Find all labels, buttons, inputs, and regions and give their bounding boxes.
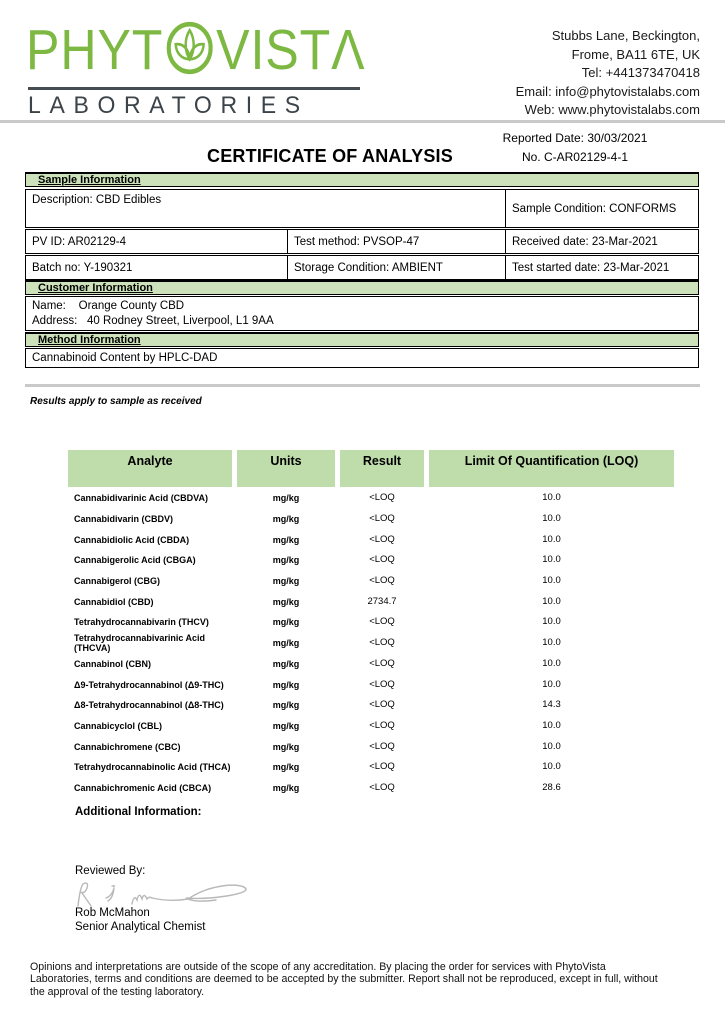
pv-id-cell: PV ID: AR02129-4 — [25, 229, 288, 254]
cell-result: <LOQ — [369, 657, 395, 669]
cell-units: mg/kg — [272, 741, 300, 752]
table-row — [68, 757, 674, 778]
cell-units: mg/kg — [272, 514, 300, 525]
results-note: Results apply to sample as received — [30, 396, 202, 407]
cell-loq: 10.0 — [542, 678, 561, 690]
table-row — [68, 633, 674, 654]
cell-loq: 10.0 — [542, 657, 561, 669]
phytovista-logo — [26, 20, 366, 80]
header-divider — [0, 120, 725, 123]
method-information-bar — [25, 332, 699, 347]
cell-analyte: Tetrahydrocannabivarin (THCV) — [74, 617, 209, 628]
cell-analyte: Cannabidivarinic Acid (CBDVA) — [74, 493, 209, 504]
method-information-heading: Method Information — [38, 334, 141, 346]
col-header-units: Units — [237, 450, 335, 487]
contact-email: Email: info@phytovistalabs.com — [515, 83, 700, 99]
cell-units: mg/kg — [272, 555, 300, 566]
cell-analyte: Δ9-Tetrahydrocannabinol (Δ9-THC) — [74, 679, 224, 690]
page-title: CERTIFICATE OF ANALYSIS — [207, 146, 453, 166]
cell-loq: 10.0 — [542, 616, 561, 628]
cell-analyte: Cannabigerolic Acid (CBGA) — [74, 555, 196, 566]
cell-units: mg/kg — [272, 679, 300, 690]
col-header-analyte: Analyte — [68, 450, 232, 487]
cell-units: mg/kg — [272, 782, 300, 793]
reviewer-name: Rob McMahon — [75, 907, 150, 919]
cell-units: mg/kg — [272, 658, 300, 669]
cell-loq: 10.0 — [542, 513, 561, 525]
test-started-cell: Test started date: 23-Mar-2021 — [505, 255, 699, 280]
cell-units: mg/kg — [272, 596, 300, 607]
leaf-icon — [165, 20, 214, 81]
logo-subtitle: LABORATORIES — [28, 92, 309, 119]
cell-result: <LOQ — [369, 492, 395, 504]
cell-result: <LOQ — [369, 533, 395, 545]
cell-result: <LOQ — [369, 781, 395, 793]
table-row — [68, 571, 674, 592]
table-row — [68, 778, 674, 799]
cell-loq: 10.0 — [542, 719, 561, 731]
logo-text-left: PHYT — [26, 18, 164, 82]
additional-information-label: Additional Information: — [75, 806, 202, 818]
cell-units: mg/kg — [272, 617, 300, 628]
cell-result: <LOQ — [369, 740, 395, 752]
cell-analyte: Cannabicyclol (CBL) — [74, 720, 163, 731]
cell-analyte: Cannabidiolic Acid (CBDA) — [74, 534, 190, 545]
contact-web: Web: www.phytovistalabs.com — [524, 102, 700, 117]
cell-loq: 10.0 — [542, 740, 561, 752]
cell-loq: 10.0 — [542, 575, 561, 587]
table-row — [68, 736, 674, 757]
logo-text-right: VISTΛ — [216, 18, 366, 82]
cell-units: mg/kg — [272, 534, 300, 545]
reviewed-by-label: Reviewed By: — [75, 865, 146, 877]
cell-units: mg/kg — [272, 720, 300, 731]
sample-condition-cell: Sample Condition: CONFORMS — [505, 189, 699, 228]
customer-name: Name: Orange County CBD — [32, 300, 185, 312]
section-divider — [25, 384, 700, 387]
cell-result: <LOQ — [369, 699, 395, 711]
contact-address-line2: Frome, BA11 6TE, UK — [571, 46, 700, 62]
cell-analyte: Cannabichromenic Acid (CBCA) — [74, 782, 212, 793]
cell-result: <LOQ — [369, 513, 395, 525]
test-method-cell: Test method: PVSOP-47 — [287, 229, 506, 254]
table-row — [68, 674, 674, 695]
cell-units: mg/kg — [272, 638, 300, 649]
logo-divider — [28, 87, 360, 90]
method-cell: Cannabinoid Content by HPLC-DAD — [25, 348, 699, 368]
cell-result: <LOQ — [369, 761, 395, 773]
customer-address: Address: 40 Rodney Street, Liverpool, L1 9AA — [32, 315, 274, 327]
reported-date: Reported Date: 30/03/2021 — [502, 131, 648, 145]
storage-condition-cell: Storage Condition: AMBIENT — [287, 255, 506, 280]
col-header-result: Result — [340, 450, 424, 487]
table-row — [68, 550, 674, 571]
table-row — [68, 591, 674, 612]
customer-details-cell — [25, 296, 699, 331]
cell-loq: 10.0 — [542, 761, 561, 773]
cell-loq: 28.6 — [542, 781, 561, 793]
customer-information-bar — [25, 280, 699, 295]
cell-units: mg/kg — [272, 762, 300, 773]
cell-loq: 10.0 — [542, 492, 561, 504]
cell-result: <LOQ — [369, 616, 395, 628]
cell-analyte: Tetrahydrocannabinolic Acid (THCA) — [74, 762, 231, 773]
cell-analyte: Cannabidiol (CBD) — [74, 596, 154, 607]
sample-information-bar — [25, 172, 699, 187]
batch-no-cell: Batch no: Y-190321 — [25, 255, 288, 280]
cell-result: <LOQ — [369, 554, 395, 566]
cell-analyte: Cannabinol (CBN) — [74, 658, 151, 669]
cell-result: <LOQ — [369, 678, 395, 690]
sample-description-cell: Description: CBD Edibles — [25, 189, 506, 228]
reviewer-title: Senior Analytical Chemist — [75, 921, 206, 933]
table-row — [68, 695, 674, 716]
col-header-loq: Limit Of Quantification (LOQ) — [429, 450, 674, 487]
cell-result: <LOQ — [369, 637, 395, 649]
lab-contact-info — [516, 27, 700, 120]
results-table — [68, 450, 674, 798]
results-table-body — [68, 488, 674, 798]
table-row — [68, 529, 674, 550]
table-row — [68, 716, 674, 737]
cell-result: 2734.7 — [367, 595, 397, 607]
cell-result: <LOQ — [369, 575, 395, 587]
sample-information-heading: Sample Information — [38, 174, 141, 186]
cell-result: <LOQ — [369, 719, 395, 731]
table-row — [68, 654, 674, 675]
cell-loq: 14.3 — [542, 699, 561, 711]
contact-tel: Tel: +441373470418 — [581, 65, 700, 80]
cell-units: mg/kg — [272, 576, 300, 587]
table-row — [68, 488, 674, 509]
customer-information-heading: Customer Information — [38, 282, 153, 294]
cell-analyte: Cannabichromene (CBC) — [74, 741, 181, 752]
cell-analyte: Cannabigerol (CBG) — [74, 576, 161, 587]
cell-loq: 10.0 — [542, 637, 561, 649]
cell-analyte: Δ8-Tetrahydrocannabinol (Δ8-THC) — [74, 700, 224, 711]
table-row — [68, 509, 674, 530]
cell-units: mg/kg — [272, 493, 300, 504]
cell-loq: 10.0 — [542, 595, 561, 607]
contact-address-line1: Stubbs Lane, Beckington, — [551, 28, 700, 43]
table-row — [68, 612, 674, 633]
cell-analyte: Cannabidivarin (CBDV) — [74, 514, 174, 525]
cell-loq: 10.0 — [542, 533, 561, 545]
cell-loq: 10.0 — [542, 554, 561, 566]
received-date-cell: Received date: 23-Mar-2021 — [505, 229, 699, 254]
cell-units: mg/kg — [272, 700, 300, 711]
results-table-header — [68, 450, 674, 487]
certificate-number: No. C-AR02129-4-1 — [521, 150, 629, 164]
cell-analyte: Tetrahydrocannabivarinic Acid (THCVA) — [74, 633, 206, 654]
footer-disclaimer: Opinions and interpretations are outside of the scope of any accreditation. By placing the order for services with PhytoVista Laboratories, terms and conditions are deemed to be accepted by the submitter. Report shall not be reproduced, except in full, without the approval of the testing laboratory. — [30, 961, 658, 998]
